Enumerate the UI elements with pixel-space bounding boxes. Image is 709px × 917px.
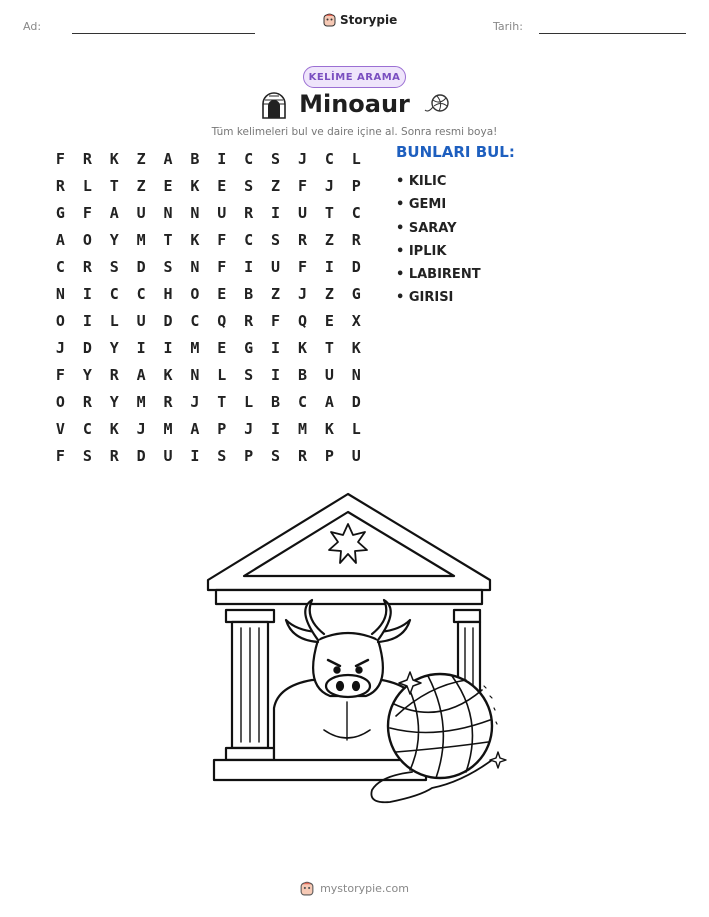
grid-cell[interactable]: U — [136, 311, 146, 330]
grid-cell[interactable]: R — [109, 446, 119, 465]
grid-cell[interactable]: M — [136, 230, 146, 249]
grid-cell[interactable]: K — [109, 419, 119, 438]
grid-cell[interactable]: Y — [82, 365, 92, 384]
grid-cell[interactable]: L — [351, 149, 361, 168]
name-label: Ad: — [23, 20, 42, 33]
grid-cell[interactable]: Z — [136, 149, 146, 168]
instructions: Tüm kelimeleri bul ve daire içine al. Sonra resmi boya! — [211, 126, 498, 138]
grid-cell[interactable]: T — [324, 203, 334, 222]
grid-cell[interactable]: G — [55, 203, 65, 222]
grid-cell[interactable]: U — [297, 203, 307, 222]
grid-cell[interactable]: B — [297, 365, 307, 384]
grid-cell[interactable]: O — [55, 392, 65, 411]
grid-cell[interactable]: G — [351, 284, 361, 303]
grid-cell[interactable]: K — [351, 338, 361, 357]
grid-cell[interactable]: T — [217, 392, 227, 411]
grid-cell[interactable]: N — [163, 203, 173, 222]
word-list — [396, 170, 481, 310]
grid-cell[interactable]: C — [109, 284, 119, 303]
grid-cell[interactable]: B — [244, 284, 254, 303]
storypie-logo-icon — [300, 880, 314, 896]
grid-cell[interactable]: P — [351, 176, 361, 195]
grid-cell[interactable]: U — [163, 446, 173, 465]
grid-cell[interactable]: E — [217, 176, 227, 195]
grid-cell[interactable]: Z — [271, 176, 281, 195]
grid-cell[interactable]: S — [271, 446, 281, 465]
grid-cell[interactable]: E — [163, 176, 173, 195]
word-search-badge: KELİME ARAMA — [303, 66, 406, 88]
grid-cell[interactable]: Y — [109, 392, 119, 411]
grid-cell[interactable]: U — [271, 257, 281, 276]
grid-cell[interactable]: H — [163, 284, 173, 303]
grid-cell[interactable]: Y — [109, 230, 119, 249]
grid-cell[interactable]: A — [324, 392, 334, 411]
grid-cell[interactable]: A — [136, 365, 146, 384]
grid-cell[interactable]: U — [136, 203, 146, 222]
grid-cell[interactable]: M — [297, 419, 307, 438]
grid-cell[interactable]: C — [190, 311, 200, 330]
page-title: Minoaur — [299, 90, 410, 118]
grid-cell[interactable]: N — [190, 257, 200, 276]
grid-cell[interactable]: J — [297, 149, 307, 168]
grid-cell[interactable]: S — [244, 365, 254, 384]
grid-cell[interactable]: S — [244, 176, 254, 195]
find-list-title: BUNLARI BUL: — [396, 143, 515, 161]
grid-cell[interactable]: S — [163, 257, 173, 276]
grid-cell[interactable]: I — [324, 257, 334, 276]
grid-cell[interactable]: A — [190, 419, 200, 438]
grid-cell[interactable]: L — [217, 365, 227, 384]
grid-cell[interactable]: I — [190, 446, 200, 465]
grid-cell[interactable]: A — [109, 203, 119, 222]
grid-cell[interactable]: D — [82, 338, 92, 357]
grid-cell[interactable]: R — [297, 230, 307, 249]
grid-cell[interactable]: F — [297, 176, 307, 195]
footer-url[interactable]: mystorypie.com — [320, 881, 409, 895]
grid-cell[interactable]: N — [55, 284, 65, 303]
grid-cell[interactable]: I — [271, 419, 281, 438]
grid-cell[interactable]: J — [190, 392, 200, 411]
grid-cell[interactable]: S — [82, 446, 92, 465]
grid-cell[interactable]: R — [55, 176, 65, 195]
grid-cell[interactable]: C — [244, 149, 254, 168]
grid-cell[interactable]: I — [271, 365, 281, 384]
grid-cell[interactable]: K — [324, 419, 334, 438]
grid-cell[interactable]: F — [55, 446, 65, 465]
grid-cell[interactable]: P — [324, 446, 334, 465]
grid-cell[interactable]: F — [217, 257, 227, 276]
grid-cell[interactable]: S — [271, 149, 281, 168]
grid-cell[interactable]: G — [244, 338, 254, 357]
grid-cell[interactable]: F — [297, 257, 307, 276]
grid-cell[interactable]: U — [217, 203, 227, 222]
grid-cell[interactable]: B — [271, 392, 281, 411]
grid-cell[interactable]: C — [324, 149, 334, 168]
grid-cell[interactable]: B — [190, 149, 200, 168]
grid-cell[interactable]: T — [109, 176, 119, 195]
grid-cell[interactable]: R — [109, 365, 119, 384]
name-line[interactable] — [72, 33, 255, 34]
grid-cell[interactable]: K — [190, 176, 200, 195]
grid-cell[interactable]: Z — [271, 284, 281, 303]
brand — [323, 12, 397, 27]
storypie-logo-icon — [323, 12, 336, 27]
grid-cell[interactable]: D — [351, 392, 361, 411]
grid-cell[interactable]: R — [297, 446, 307, 465]
grid-cell[interactable]: P — [244, 446, 254, 465]
grid-cell[interactable]: R — [163, 392, 173, 411]
grid-cell[interactable]: I — [136, 338, 146, 357]
grid-cell[interactable]: D — [351, 257, 361, 276]
grid-cell[interactable]: P — [217, 419, 227, 438]
grid-cell[interactable]: L — [82, 176, 92, 195]
grid-cell[interactable]: J — [136, 419, 146, 438]
grid-cell[interactable]: I — [271, 338, 281, 357]
grid-cell[interactable]: K — [297, 338, 307, 357]
grid-cell[interactable]: D — [163, 311, 173, 330]
grid-cell[interactable]: T — [324, 338, 334, 357]
grid-cell[interactable]: R — [82, 149, 92, 168]
grid-cell[interactable]: T — [163, 230, 173, 249]
grid-cell[interactable]: Z — [324, 284, 334, 303]
date-line[interactable] — [539, 33, 686, 34]
grid-cell[interactable]: J — [324, 176, 334, 195]
word-item: • KILIC — [396, 174, 447, 189]
grid-cell[interactable]: F — [82, 203, 92, 222]
grid-cell[interactable]: C — [136, 284, 146, 303]
grid-cell[interactable]: S — [271, 230, 281, 249]
grid-cell[interactable]: F — [55, 365, 65, 384]
grid-cell[interactable]: C — [297, 392, 307, 411]
grid-cell[interactable]: D — [136, 257, 146, 276]
grid-cell[interactable]: F — [55, 149, 65, 168]
grid-cell[interactable]: O — [55, 311, 65, 330]
grid-cell[interactable]: E — [217, 338, 227, 357]
grid-cell[interactable]: L — [244, 392, 254, 411]
word-item: • GIRISI — [396, 290, 454, 306]
grid-cell[interactable]: F — [271, 311, 281, 330]
grid-cell[interactable]: U — [324, 365, 334, 384]
grid-cell[interactable]: C — [55, 257, 65, 276]
grid-cell[interactable]: L — [351, 419, 361, 438]
grid-cell[interactable]: M — [136, 392, 146, 411]
grid-cell[interactable]: Q — [217, 311, 227, 330]
word-item: • LABIRENT — [396, 267, 481, 283]
grid-cell[interactable]: I — [82, 284, 92, 303]
grid-cell[interactable]: S — [109, 257, 119, 276]
grid-cell[interactable]: F — [217, 230, 227, 249]
minotaur-illustration — [200, 490, 510, 810]
grid-cell[interactable]: A — [163, 149, 173, 168]
grid-cell[interactable]: U — [351, 446, 361, 465]
grid-cell[interactable]: Q — [297, 311, 307, 330]
grid-cell[interactable]: I — [163, 338, 173, 357]
grid-cell[interactable]: M — [190, 338, 200, 357]
grid-cell[interactable]: K — [190, 230, 200, 249]
grid-cell[interactable]: K — [109, 149, 119, 168]
grid-cell[interactable]: C — [351, 203, 361, 222]
grid-cell[interactable]: J — [297, 284, 307, 303]
grid-cell[interactable]: N — [190, 365, 200, 384]
grid-cell[interactable]: J — [244, 419, 254, 438]
grid-cell[interactable]: N — [351, 365, 361, 384]
grid-cell[interactable]: E — [324, 311, 334, 330]
grid-cell[interactable]: O — [190, 284, 200, 303]
grid-cell[interactable]: Y — [109, 338, 119, 357]
grid-cell[interactable]: R — [351, 230, 361, 249]
grid-cell[interactable]: X — [351, 311, 361, 330]
grid-cell[interactable]: N — [190, 203, 200, 222]
yarn-ball-icon — [424, 93, 452, 115]
grid-cell[interactable]: Z — [136, 176, 146, 195]
word-item: • GEMI — [396, 197, 447, 213]
word-item: • SARAY — [396, 220, 457, 236]
grid-cell[interactable]: I — [244, 257, 254, 276]
grid-cell[interactable]: Z — [324, 230, 334, 249]
grid-cell[interactable]: R — [244, 311, 254, 330]
grid-cell[interactable]: E — [217, 284, 227, 303]
brand-name: Storypie — [340, 12, 398, 27]
grid-cell[interactable]: C — [82, 419, 92, 438]
grid-cell[interactable]: R — [82, 392, 92, 411]
grid-cell[interactable]: A — [55, 230, 65, 249]
grid-cell[interactable]: M — [163, 419, 173, 438]
grid-cell[interactable]: I — [82, 311, 92, 330]
grid-cell[interactable]: R — [82, 257, 92, 276]
footer — [0, 880, 709, 896]
grid-cell[interactable]: O — [82, 230, 92, 249]
grid-cell[interactable]: I — [271, 203, 281, 222]
grid-cell[interactable]: L — [109, 311, 119, 330]
word-search-grid[interactable] — [47, 145, 370, 469]
grid-cell[interactable]: D — [136, 446, 146, 465]
grid-cell[interactable]: R — [244, 203, 254, 222]
grid-cell[interactable]: J — [55, 338, 65, 357]
grid-cell[interactable]: V — [55, 419, 65, 438]
word-item: • IPLIK — [396, 243, 447, 259]
grid-cell[interactable]: I — [217, 149, 227, 168]
grid-cell[interactable]: S — [217, 446, 227, 465]
date-label: Tarih: — [493, 20, 523, 33]
grid-cell[interactable]: K — [163, 365, 173, 384]
grid-cell[interactable]: C — [244, 230, 254, 249]
